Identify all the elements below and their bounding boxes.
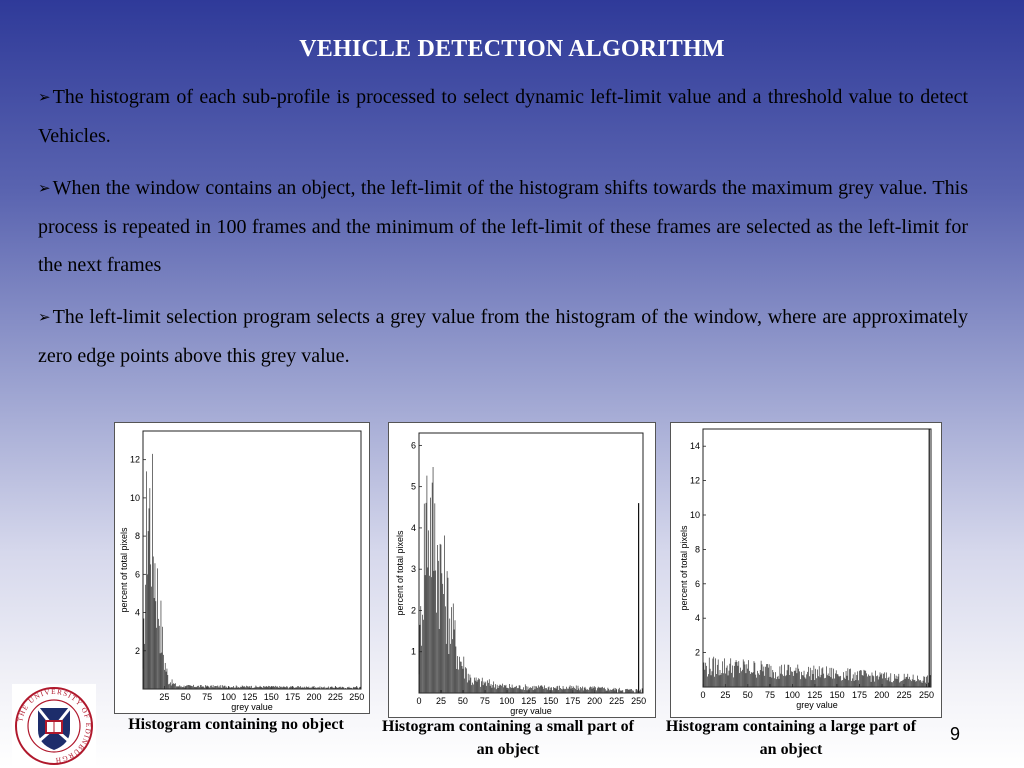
- histogram-small-object: [388, 422, 656, 718]
- x-tick-label: 50: [180, 692, 191, 702]
- y-tick-label: 1: [410, 646, 416, 657]
- x-tick-label: 50: [457, 696, 468, 706]
- y-tick-label: 6: [694, 578, 700, 589]
- y-tick-label: 3: [410, 564, 416, 575]
- y-tick-label: 8: [694, 544, 700, 555]
- x-tick-label: 150: [263, 692, 279, 702]
- y-tick-label: 4: [694, 613, 700, 624]
- y-tick-label: 10: [689, 510, 700, 520]
- x-tick-label: 200: [874, 690, 890, 700]
- y-tick-label: 8: [134, 531, 140, 542]
- y-tick-label: 6: [410, 440, 416, 451]
- x-tick-label: 50: [742, 690, 753, 700]
- y-tick-label: 12: [689, 475, 700, 486]
- histogram-chart: [389, 423, 655, 717]
- x-tick-label: 0: [416, 696, 422, 706]
- y-axis-label: percent of total pixels: [119, 527, 129, 613]
- y-axis-label: percent of total pixels: [395, 530, 405, 616]
- chart-caption: Histogram containing no object: [128, 716, 344, 733]
- x-axis-label: grey value: [510, 706, 552, 716]
- histogram-bars: [419, 467, 642, 693]
- x-tick-label: 100: [499, 696, 515, 706]
- x-tick-label: 75: [202, 692, 213, 702]
- x-tick-label: 125: [807, 690, 823, 700]
- x-tick-label: 0: [700, 690, 706, 700]
- slide-title: VEHICLE DETECTION ALGORITHM: [299, 36, 725, 62]
- bullet-list: [38, 78, 968, 389]
- x-tick-label: 200: [306, 692, 322, 702]
- x-tick-label: 25: [435, 696, 446, 706]
- x-tick-label: 100: [784, 690, 800, 700]
- x-tick-label: 175: [565, 696, 581, 706]
- y-axis-label: percent of total pixels: [679, 525, 689, 611]
- arrow-bullet-icon: ➢: [38, 179, 51, 197]
- page-number: 9: [950, 724, 961, 744]
- arrow-bullet-icon: ➢: [38, 308, 51, 326]
- x-tick-label: 175: [285, 692, 301, 702]
- logo-ring-text: THE UNIVERSITY OF EDINBURGH: [16, 687, 93, 765]
- y-tick-label: 6: [134, 569, 140, 580]
- x-tick-label: 75: [765, 690, 776, 700]
- bullet-text: When the window contains an object, the left-limit of the histogram shifts towards the maximum grey value. This process is repeated in 100 frames and the minimum of the left-limit of these frames are selected as the left-limit for the next frames: [38, 177, 968, 276]
- y-tick-label: 4: [134, 607, 140, 618]
- x-tick-label: 150: [829, 690, 845, 700]
- y-tick-label: 2: [134, 645, 140, 656]
- x-tick-label: 125: [521, 696, 537, 706]
- x-axis-label: grey value: [796, 700, 838, 710]
- x-tick-label: 175: [851, 690, 867, 700]
- histogram-large-object: [670, 422, 942, 718]
- x-tick-label: 25: [159, 692, 170, 702]
- x-tick-label: 250: [349, 692, 365, 702]
- chart-caption: Histogram containing a large part of an object: [665, 718, 917, 758]
- bullet-item: [38, 78, 968, 155]
- plot-frame: [703, 429, 931, 687]
- histogram-chart: [671, 423, 941, 717]
- x-tick-label: 75: [479, 696, 490, 706]
- arrow-bullet-icon: ➢: [38, 88, 51, 106]
- histogram-bars: [703, 657, 931, 687]
- histogram-no-object: [114, 422, 370, 714]
- x-tick-label: 225: [896, 690, 912, 700]
- bullet-item: [38, 298, 968, 375]
- chart-caption: Histogram containing a small part of an object: [382, 718, 634, 758]
- y-tick-label: 10: [129, 492, 140, 503]
- histogram-chart: [115, 423, 369, 713]
- x-tick-label: 150: [543, 696, 559, 706]
- x-tick-label: 100: [220, 692, 237, 702]
- x-tick-label: 225: [609, 696, 625, 706]
- bullet-item: [38, 169, 968, 284]
- university-logo: [12, 684, 96, 768]
- y-tick-label: 12: [129, 454, 140, 465]
- x-tick-label: 225: [327, 692, 343, 702]
- bullet-text: The left-limit selection program selects a grey value from the histogram of the window, where are approximately zero edge points above this grey value.: [38, 306, 968, 367]
- x-tick-label: 250: [631, 696, 647, 706]
- x-tick-label: 250: [919, 690, 935, 700]
- y-tick-label: 2: [694, 647, 700, 658]
- y-tick-label: 5: [410, 481, 416, 492]
- x-tick-label: 125: [242, 692, 258, 702]
- histogram-bars: [143, 454, 361, 689]
- y-tick-label: 14: [689, 441, 700, 452]
- y-tick-label: 4: [410, 522, 416, 533]
- x-axis-label: grey value: [231, 702, 273, 712]
- y-tick-label: 2: [410, 605, 416, 616]
- x-tick-label: 200: [587, 696, 603, 706]
- plot-frame: [143, 431, 361, 689]
- x-tick-label: 25: [720, 690, 731, 700]
- bullet-text: The histogram of each sub-profile is processed to select dynamic left-limit value and a threshold value to detect Vehicles.: [38, 86, 968, 147]
